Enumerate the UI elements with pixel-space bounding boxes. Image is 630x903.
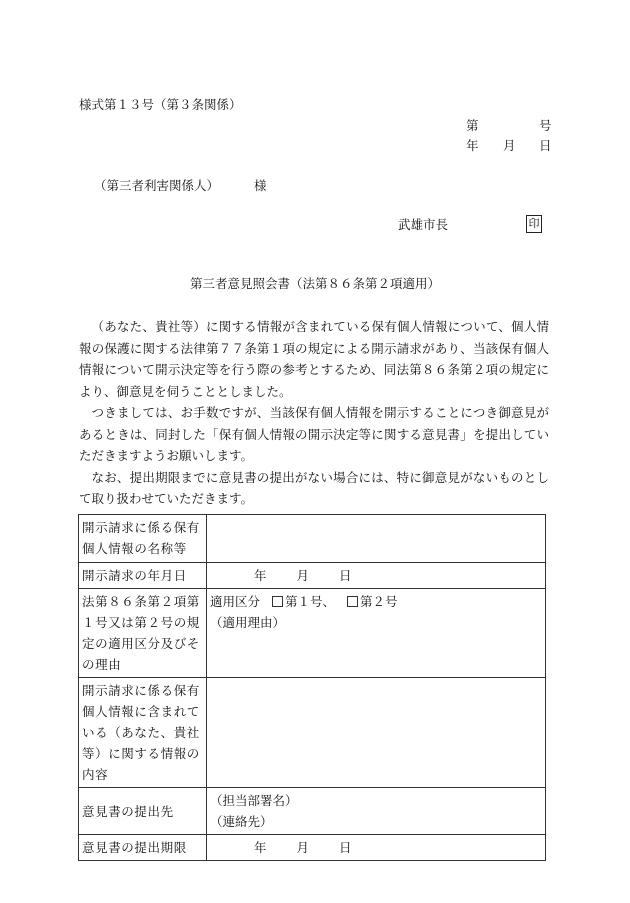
body-paragraph-1: （あなた、貴社等）に関する情報が含まれている保有個人情報について、個人情報の保護に関する法律第７７条第１項の規定による開示請求があり、当該保有個人情報について開示決定等を行う際の参考とするため、同法第８６条第２項の規定により、御意見を伺うこととしました。: [79, 319, 549, 399]
row-label-category: 法第８６条第２項第１号又は第２号の規定の適用区分及びその理由: [79, 589, 207, 678]
row-label-info-name: 開示請求に係る保有個人情報の名称等: [79, 515, 207, 563]
number-suffix: 号: [539, 118, 552, 133]
row-label-info-content: 開示請求に係る保有個人情報に含まれている（あなた、貴社等）に関する情報の内容: [79, 678, 207, 788]
info-table: [78, 514, 546, 861]
body-paragraph-3: なお、提出期限までに意見書の提出がない場合には、特に御意見がないものとして取り扱わせていただきます。: [79, 469, 549, 506]
date-day: 日: [539, 138, 552, 153]
request-date-month: 月: [296, 568, 309, 583]
table-row: [79, 563, 546, 589]
form-number: 様式第１３号（第３条関係）: [79, 97, 242, 112]
row-label-request-date: 開示請求の年月日: [79, 563, 207, 589]
checkbox-option-1[interactable]: [272, 596, 283, 607]
request-date-year: 年: [253, 568, 267, 583]
field-request-date[interactable]: [207, 563, 546, 589]
request-date-day: 日: [338, 568, 352, 583]
table-row: [79, 835, 546, 861]
deadline-year: 年: [253, 840, 267, 855]
table-row: [79, 678, 546, 788]
row-label-deadline: 意見書の提出期限: [79, 835, 207, 861]
date-month: 月: [503, 138, 516, 153]
category-reason: （適用理由）: [210, 615, 286, 630]
seal-mark: 印: [526, 215, 542, 233]
addressee-name: （第三者利害関係人）: [94, 178, 220, 193]
destination-dept: （担当部署名）: [210, 793, 298, 808]
option-1-label: 第１号、: [285, 594, 336, 609]
field-category: [207, 589, 546, 678]
table-row: [79, 589, 546, 678]
field-destination[interactable]: [207, 788, 546, 835]
body-paragraph-2: つきましては、お手数ですが、当該保有個人情報を開示することにつき御意見があるときは、同封した「保有個人情報の開示決定等に関する意見書」を提出していただきますようお願いします。: [79, 405, 549, 463]
option-2-label: 第２号: [360, 594, 398, 609]
body-text: [79, 316, 549, 510]
table-row: [79, 515, 546, 563]
row-label-destination: 意見書の提出先: [79, 788, 207, 835]
document-title: 第三者意見照会書（法第８６条第２項適用）: [189, 276, 440, 291]
addressee-honorific: 様: [254, 178, 267, 193]
destination-contact: （連絡先）: [210, 814, 273, 829]
field-deadline[interactable]: [207, 835, 546, 861]
field-info-name[interactable]: [207, 515, 546, 563]
addressee: [94, 178, 267, 194]
number-prefix: 第: [466, 118, 479, 133]
category-label: 適用区分: [210, 594, 261, 609]
sender-name: 武雄市長: [398, 217, 449, 232]
checkbox-option-2[interactable]: [347, 596, 358, 607]
date-year: 年: [466, 138, 479, 153]
deadline-day: 日: [338, 840, 352, 855]
field-info-content[interactable]: [207, 678, 546, 788]
table-row: [79, 788, 546, 835]
deadline-month: 月: [296, 840, 309, 855]
